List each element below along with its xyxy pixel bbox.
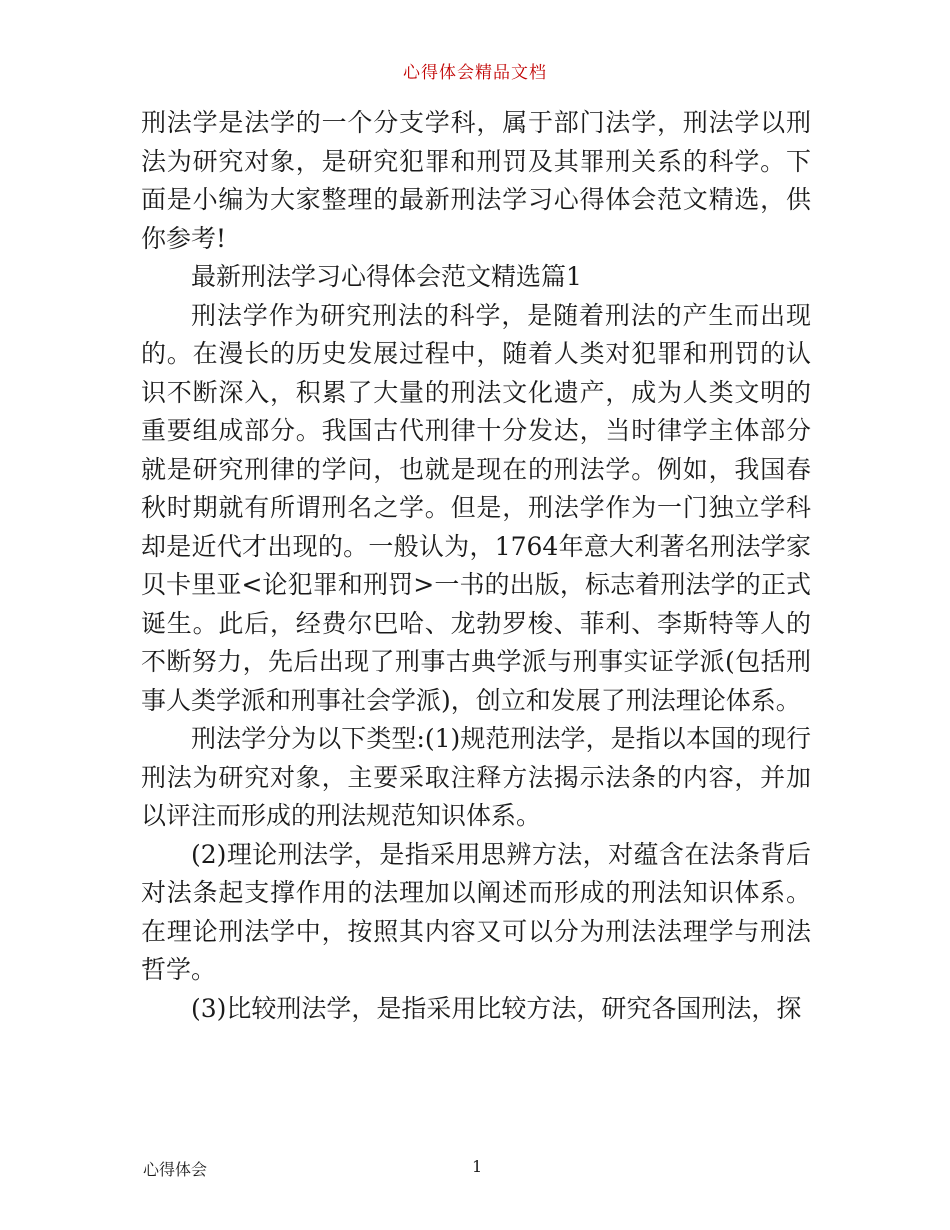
page-header-title: 心得体会精品文档 [403,63,547,83]
body-paragraph-comparative: (3)比较刑法学，是指采用比较方法，研究各国刑法，探 [191,993,802,1023]
body-paragraph-history: 刑法学作为研究刑法的科学，是随着刑法的产生而出现的。在漫长的历史发展过程中，随着人类对犯罪和刑罚的认识不断深入，积累了大量的刑法文化遗产，成为人类文明的重要组成部分。我国古代刑律十分发达，当时律学主体部分就是研究刑律的学问，也就是现在的刑法学。例如，我国春秋时期就有所谓刑名之学。但是，刑法学作为一门独立学科却是近代才出现的。一般认为，1764年意大利著名刑法学家贝卡里亚<论犯罪和刑罚>一书的出版，标志着刑法学的正式诞生。此后，经费尔巴哈、龙勃罗梭、菲利、李斯特等人的不断努力，先后出现了刑事古典学派与刑事实证学派(包括刑事人类学派和刑事社会学派)，创立和发展了刑法理论体系。 [141,300,811,715]
section-heading: 最新刑法学习心得体会范文精选篇1 [191,262,582,291]
intro-paragraph: 刑法学是法学的一个分支学科，属于部门法学，刑法学以刑法为研究对象，是研究犯罪和刑罚及其罪刑关系的科学。下面是小编为大家整理的最新刑法学习心得体会范文精选，供你参考! [141,108,811,253]
body-paragraph-theory: (2)理论刑法学，是指采用思辨方法，对蕴含在法条背后对法条起支撑作用的法理加以阐述而形成的刑法知识体系。在理论刑法学中，按照其内容又可以分为刑法法理学与刑法哲学。 [141,839,811,984]
footer-label: 心得体会 [143,1160,208,1179]
document-body [141,104,811,1028]
page-number: 1 [472,1157,483,1176]
body-paragraph-types: 刑法学分为以下类型:(1)规范刑法学，是指以本国的现行刑法为研究对象，主要采取注释方法揭示法条的内容，并加以评注而形成的刑法规范知识体系。 [141,724,811,830]
